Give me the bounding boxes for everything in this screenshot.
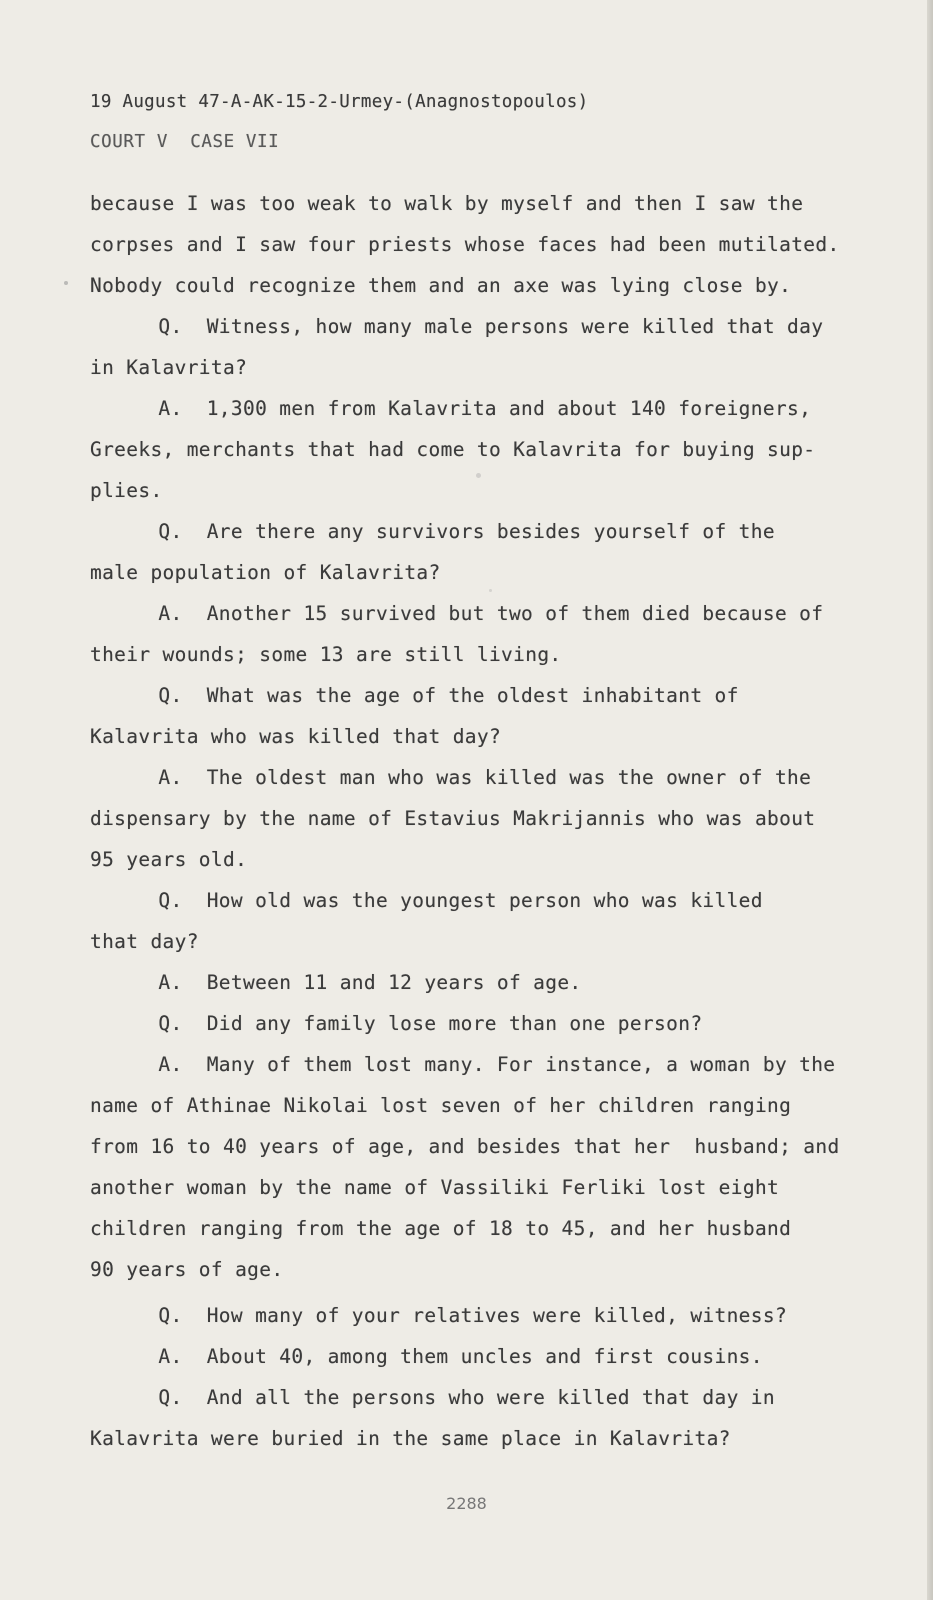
- paper-speck: [476, 473, 481, 478]
- answer-line: A. The oldest man who was killed was the owner of the: [110, 766, 812, 789]
- text-line: their wounds; some 13 are still living.: [90, 643, 562, 666]
- paper-speck: [64, 281, 68, 285]
- question-line: Q. Are there any survivors besides yourself of the: [110, 520, 775, 543]
- answer-line: A. Many of them lost many. For instance, a woman by the: [110, 1053, 836, 1076]
- text-line: 90 years of age.: [90, 1258, 284, 1281]
- text-line: Nobody could recognize them and an axe was lying close by.: [90, 274, 792, 297]
- document-header: 19 August 47-A-AK-15-2-Urmey-(Anagnostopoulos): [90, 92, 589, 112]
- question-line: Q. What was the age of the oldest inhabitant of: [110, 684, 739, 707]
- page-edge: [927, 0, 933, 1600]
- text-line: Kalavrita were buried in the same place in Kalavrita?: [90, 1427, 731, 1450]
- answer-line: A. Another 15 survived but two of them died because of: [110, 602, 824, 625]
- text-line: corpses and I saw four priests whose faces had been mutilated.: [90, 233, 840, 256]
- text-line: Kalavrita who was killed that day?: [90, 725, 502, 748]
- text-line: another woman by the name of Vassiliki Ferliki lost eight: [90, 1176, 780, 1199]
- text-line: children ranging from the age of 18 to 45, and her husband: [90, 1217, 792, 1240]
- page-number: 2288: [446, 1494, 487, 1513]
- text-line: that day?: [90, 930, 199, 953]
- text-line: plies.: [90, 479, 163, 502]
- court-case-label: COURT V CASE VII: [90, 132, 280, 152]
- question-line: Q. Did any family lose more than one person?: [110, 1012, 703, 1035]
- text-line: male population of Kalavrita?: [90, 561, 441, 584]
- text-line: dispensary by the name of Estavius Makrijannis who was about: [90, 807, 816, 830]
- answer-line: A. 1,300 men from Kalavrita and about 140 foreigners,: [110, 397, 812, 420]
- text-line: 95 years old.: [90, 848, 248, 871]
- question-line: Q. Witness, how many male persons were killed that day: [110, 315, 824, 338]
- answer-line: A. Between 11 and 12 years of age.: [110, 971, 582, 994]
- text-line: Greeks, merchants that had come to Kalavrita for buying sup-: [90, 438, 816, 461]
- paper-speck: [489, 589, 492, 592]
- text-line: from 16 to 40 years of age, and besides that her husband; and: [90, 1135, 840, 1158]
- text-line: in Kalavrita?: [90, 356, 248, 379]
- question-line: Q. How many of your relatives were killed, witness?: [110, 1304, 788, 1327]
- question-line: Q. How old was the youngest person who was killed: [110, 889, 763, 912]
- question-line: Q. And all the persons who were killed that day in: [110, 1386, 775, 1409]
- text-line: name of Athinae Nikolai lost seven of her children ranging: [90, 1094, 792, 1117]
- text-line: because I was too weak to walk by myself and then I saw the: [90, 192, 804, 215]
- answer-line: A. About 40, among them uncles and first cousins.: [110, 1345, 763, 1368]
